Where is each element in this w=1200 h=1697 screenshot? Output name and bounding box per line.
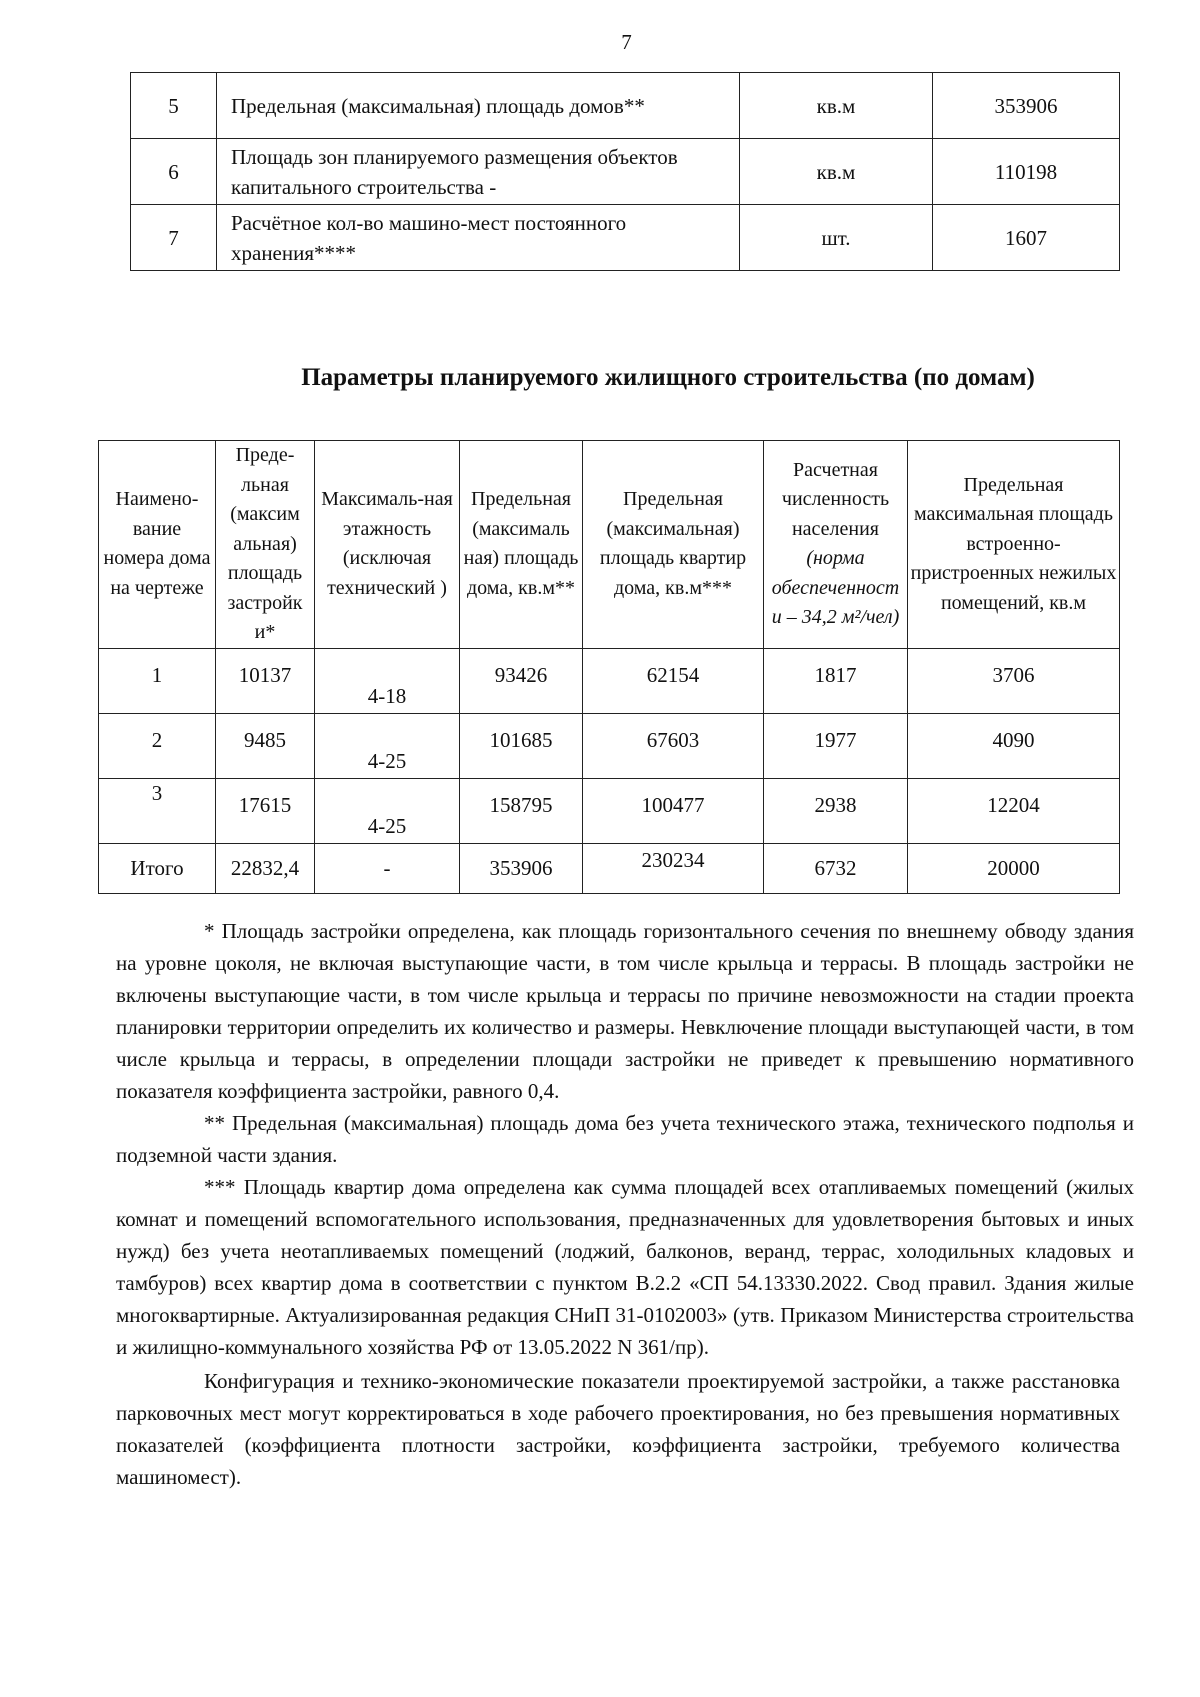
apartments-area: 100477 (583, 778, 764, 843)
header-house-number: Наимено-вание номера дома на чертеже (99, 441, 216, 649)
page-number: 7 (621, 30, 632, 54)
row-value: 353906 (933, 73, 1120, 139)
total-build-area: 22832,4 (216, 843, 315, 893)
population: 1977 (764, 713, 908, 778)
build-area: 17615 (216, 778, 315, 843)
header-population-note: (норма обеспеченност и – 34,2 м²/чел) (771, 547, 900, 629)
total-population: 6732 (764, 843, 908, 893)
table-row (131, 73, 1120, 139)
build-area: 9485 (216, 713, 315, 778)
floors: 4-25 (315, 713, 460, 778)
total-apartments-area: 230234 (583, 843, 764, 893)
house-area: 101685 (460, 713, 583, 778)
house-number: 3 (99, 778, 216, 843)
table-row (99, 648, 1120, 713)
house-number: 1 (99, 648, 216, 713)
header-apartments-area: Предельная (максимальная) площадь квартир дома, кв.м*** (583, 441, 764, 649)
apartments-area: 67603 (583, 713, 764, 778)
row-unit: кв.м (740, 73, 933, 139)
closing-paragraph: Конфигурация и технико-экономические показатели проектируемой застройки, а также расстановка парковочных мест могут корректироваться в ходе рабочего проектирования, но без превышения нормативных показателей (коэффициента плотности застройки, коэффициента застройки, требуемого количества машиномест). (116, 1369, 1120, 1489)
header-house-area: Предельная (максималь ная) площадь дома, кв.м** (460, 441, 583, 649)
header-nonresidential-area: Предельная максимальная площадь встроенно-пристроенных нежилых помещений, кв.м (908, 441, 1120, 649)
header-floors: Максималь-ная этажность (исключая технический ) (315, 441, 460, 649)
row-number: 7 (131, 205, 217, 271)
summary-table (130, 72, 1120, 271)
floors: 4-18 (315, 648, 460, 713)
total-label: Итого (99, 843, 216, 893)
population: 2938 (764, 778, 908, 843)
table-row (131, 139, 1120, 205)
row-name: Предельная (максимальная) площадь домов** (217, 73, 740, 139)
apartments-area: 62154 (583, 648, 764, 713)
total-row (99, 843, 1120, 893)
footnote-house-area: ** Предельная (максимальная) площадь дома без учета технического этажа, технического подполья и подземной части здания. (116, 1111, 1134, 1167)
row-number: 6 (131, 139, 217, 205)
house-number: 2 (99, 713, 216, 778)
house-area: 93426 (460, 648, 583, 713)
section-heading: Параметры планируемого жилищного строительства (по домам) (301, 364, 1035, 391)
total-nonresidential-area: 20000 (908, 843, 1120, 893)
header-population-title: Расчетная численность населения (781, 458, 890, 540)
row-unit: кв.м (740, 139, 933, 205)
table-row (99, 713, 1120, 778)
row-value: 1607 (933, 205, 1120, 271)
row-name: Расчётное кол-во машино-мест постоянного хранения**** (217, 205, 740, 271)
total-floors: - (315, 843, 460, 893)
footnotes (116, 915, 1134, 1493)
house-area: 158795 (460, 778, 583, 843)
build-area: 10137 (216, 648, 315, 713)
footnote-build-area: * Площадь застройки определена, как площадь горизонтального сечения по внешнему обводу здания на уровне цоколя, не включая выступающие части, в том числе крыльца и террасы. В площадь застройки не включены выступающие части, в том числе крыльца и террасы по причине невозможности на стадии проекта планировки территории определить их количество и размеры. Невключение площади выступающей части, в том числе крыльца и террасы, в определении площади застройки не приведет к превышению нормативного показателя коэффициента застройки, равного 0,4. (116, 919, 1134, 1103)
row-number: 5 (131, 73, 217, 139)
footnote-apartments-area: *** Площадь квартир дома определена как сумма площадей всех отапливаемых помещений (жилых комнат и помещений вспомогательного использования, предназначенных для удовлетворения бытовых и иных нужд) без учета неотапливаемых помещений (лоджий, балконов, веранд, террас, холодильных кладовых и тамбуров) всех квартир дома в соответствии с пунктом В.2.2 «СП 54.13330.2022. Свод правил. Здания жилые многоквартирные. Актуализированная редакция СНиП 31-0102003» (утв. Приказом Министерства строительства и жилищно-коммунального хозяйства РФ от 13.05.2022 N 361/пр). (116, 1175, 1134, 1359)
header-row (99, 441, 1120, 649)
total-house-area: 353906 (460, 843, 583, 893)
row-unit: шт. (740, 205, 933, 271)
row-value: 110198 (933, 139, 1120, 205)
table-row (99, 778, 1120, 843)
nonresidential-area: 4090 (908, 713, 1120, 778)
header-population (764, 441, 908, 649)
population: 1817 (764, 648, 908, 713)
houses-table (98, 440, 1120, 894)
floors: 4-25 (315, 778, 460, 843)
table-row (131, 205, 1120, 271)
nonresidential-area: 12204 (908, 778, 1120, 843)
nonresidential-area: 3706 (908, 648, 1120, 713)
header-build-area: Преде-льная (максим альная) площадь застройк и* (216, 441, 315, 649)
row-name: Площадь зон планируемого размещения объектов капитального строительства - (217, 139, 740, 205)
